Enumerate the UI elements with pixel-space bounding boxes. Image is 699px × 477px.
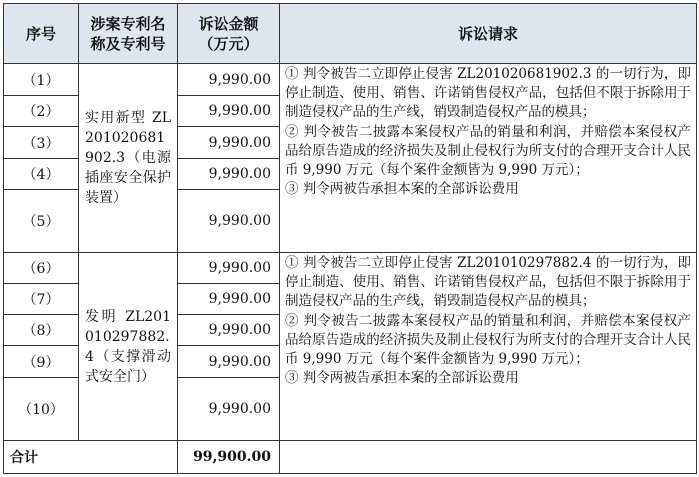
claim-item: ② 判令被告二披露本案侵权产品的销量和利润，并赔偿本案侵权产品给原告造成的经济损失及制止侵权行为所支付的合理开支合计人民币 9,990 万元（每个案件金额皆为 9,990 万元）； <box>285 123 691 179</box>
total-row <box>4 441 697 474</box>
row-amount: 9,990.00 <box>178 378 280 441</box>
table-row <box>4 64 697 96</box>
row-no: （10） <box>4 378 79 441</box>
total-label: 合计 <box>4 441 178 474</box>
patent-cell: 实用新型 ZL201020681902.3（电源插座安全保护装置） <box>79 64 178 253</box>
row-no: （1） <box>4 64 79 96</box>
total-amount: 99,900.00 <box>178 441 280 474</box>
row-amount: 9,990.00 <box>178 315 280 346</box>
row-amount: 9,990.00 <box>178 284 280 315</box>
row-amount: 9,990.00 <box>178 127 280 159</box>
claims-cell <box>280 64 697 253</box>
row-amount: 9,990.00 <box>178 253 280 284</box>
claim-item: ① 判令被告二立即停止侵害 ZL201010297882.4 的一切行为，即停止制造、使用、销售、许诺销售侵权产品，包括但不限于拆除用于制造侵权产品的生产线，销毁制造侵权产品的模具； <box>285 255 691 310</box>
total-empty-cell <box>280 441 697 474</box>
row-no: （9） <box>4 346 79 378</box>
row-amount: 9,990.00 <box>178 64 280 96</box>
claim-item: ③ 判令两被告承担本案的全部诉讼费用 <box>285 181 519 198</box>
row-no: （7） <box>4 284 79 315</box>
row-amount: 9,990.00 <box>178 190 280 253</box>
claim-item: ② 判令被告二披露本案侵权产品的销量和利润，并赔偿本案侵权产品给原告造成的经济损失及制止侵权行为所支付的合理开支合计人民币 9,990 万元（每个案件金额皆为 9,990 万元）； <box>285 312 691 368</box>
claim-item: ① 判令被告二立即停止侵害 ZL201020681902.3 的一切行为，即停止制造、使用、销售、许诺销售侵权产品，包括但不限于拆除用于制造侵权产品的生产线，销毁制造侵权产品的模具； <box>285 66 691 121</box>
row-no: （5） <box>4 190 79 253</box>
row-amount: 9,990.00 <box>178 96 280 127</box>
header-claims: 诉讼请求 <box>280 4 697 64</box>
row-no: （6） <box>4 253 79 284</box>
row-no: （4） <box>4 159 79 190</box>
claims-cell <box>280 253 697 441</box>
litigation-table <box>3 3 697 474</box>
row-no: （2） <box>4 96 79 127</box>
table-row <box>4 253 697 284</box>
header-no: 序号 <box>4 4 79 64</box>
patent-cell: 发明 ZL201010297882.4（支撑滑动式安全门） <box>79 253 178 441</box>
row-no: （3） <box>4 127 79 159</box>
header-patent: 涉案专利名称及专利号 <box>79 4 178 64</box>
claim-item: ③ 判令两被告承担本案的全部诉讼费用 <box>285 370 519 387</box>
row-amount: 9,990.00 <box>178 346 280 378</box>
header-row <box>4 4 697 64</box>
header-amount: 诉讼金额（万元） <box>178 4 280 64</box>
row-no: （8） <box>4 315 79 346</box>
row-amount: 9,990.00 <box>178 159 280 190</box>
